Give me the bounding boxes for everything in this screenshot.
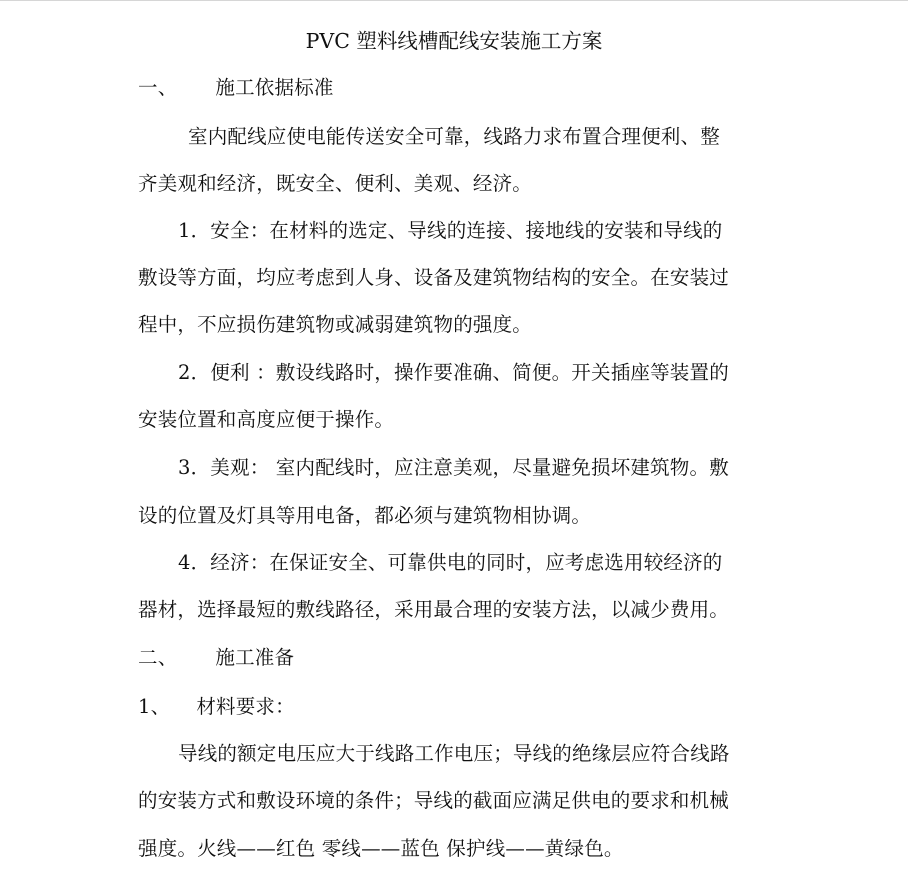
subsection-1-title: 材料要求：: [196, 695, 295, 718]
section-1-number: 一、: [138, 76, 178, 99]
item-1-line-3: 程中，不应损伤建筑物或减弱建筑物的强度。: [138, 313, 533, 336]
intro-line-2: 齐美观和经济，既安全、便利、美观、经济。: [138, 172, 533, 195]
section-2-title: 施工准备: [215, 646, 295, 669]
section-2-heading: [138, 645, 294, 671]
intro-line-1: 室内配线应使电能传送安全可靠，线路力求布置合理便利、整: [188, 125, 720, 148]
item-2-line-2: 安装位置和高度应便于操作。: [138, 408, 395, 431]
item-2-line-1: 2．便利 ：敷设线路时，操作要准确、简便。开关插座等装置的: [178, 361, 729, 384]
section-2-number: 二、: [138, 646, 178, 669]
item-4-line-2: 器材，选择最短的敷线路径，采用最合理的安装方法，以减少费用。: [138, 598, 730, 621]
item-3-line-1: 3．美观： 室内配线时，应注意美观，尽量避免损坏建筑物。敷: [178, 456, 729, 479]
item-1-line-1: 1．安全：在材料的选定、导线的连接、接地线的安装和导线的: [178, 219, 723, 242]
section-1-heading: [138, 75, 334, 101]
document-title: PVC 塑料线槽配线安装施工方案: [305, 29, 603, 53]
section-1-title: 施工依据标准: [215, 76, 334, 99]
subsection-1-number: 1、: [138, 695, 171, 718]
item-3-line-2: 设的位置及灯具等用电备，都必须与建筑物相协调。: [138, 504, 592, 527]
materials-line-3: 强度。火线——红色 零线——蓝色 保护线——黄绿色。: [138, 837, 624, 860]
materials-line-2: 的安装方式和敷设环境的条件；导线的截面应满足供电的要求和机械: [138, 789, 730, 812]
item-1-line-2: 敷设等方面，均应考虑到人身、设备及建筑物结构的安全。在安装过: [138, 266, 730, 289]
materials-line-1: 导线的额定电压应大于线路工作电压；导线的绝缘层应符合线路: [178, 742, 730, 765]
subsection-1-heading: [138, 694, 295, 720]
item-4-line-1: 4．经济：在保证安全、可靠供电的同时，应考虑选用较经济的: [178, 551, 723, 574]
